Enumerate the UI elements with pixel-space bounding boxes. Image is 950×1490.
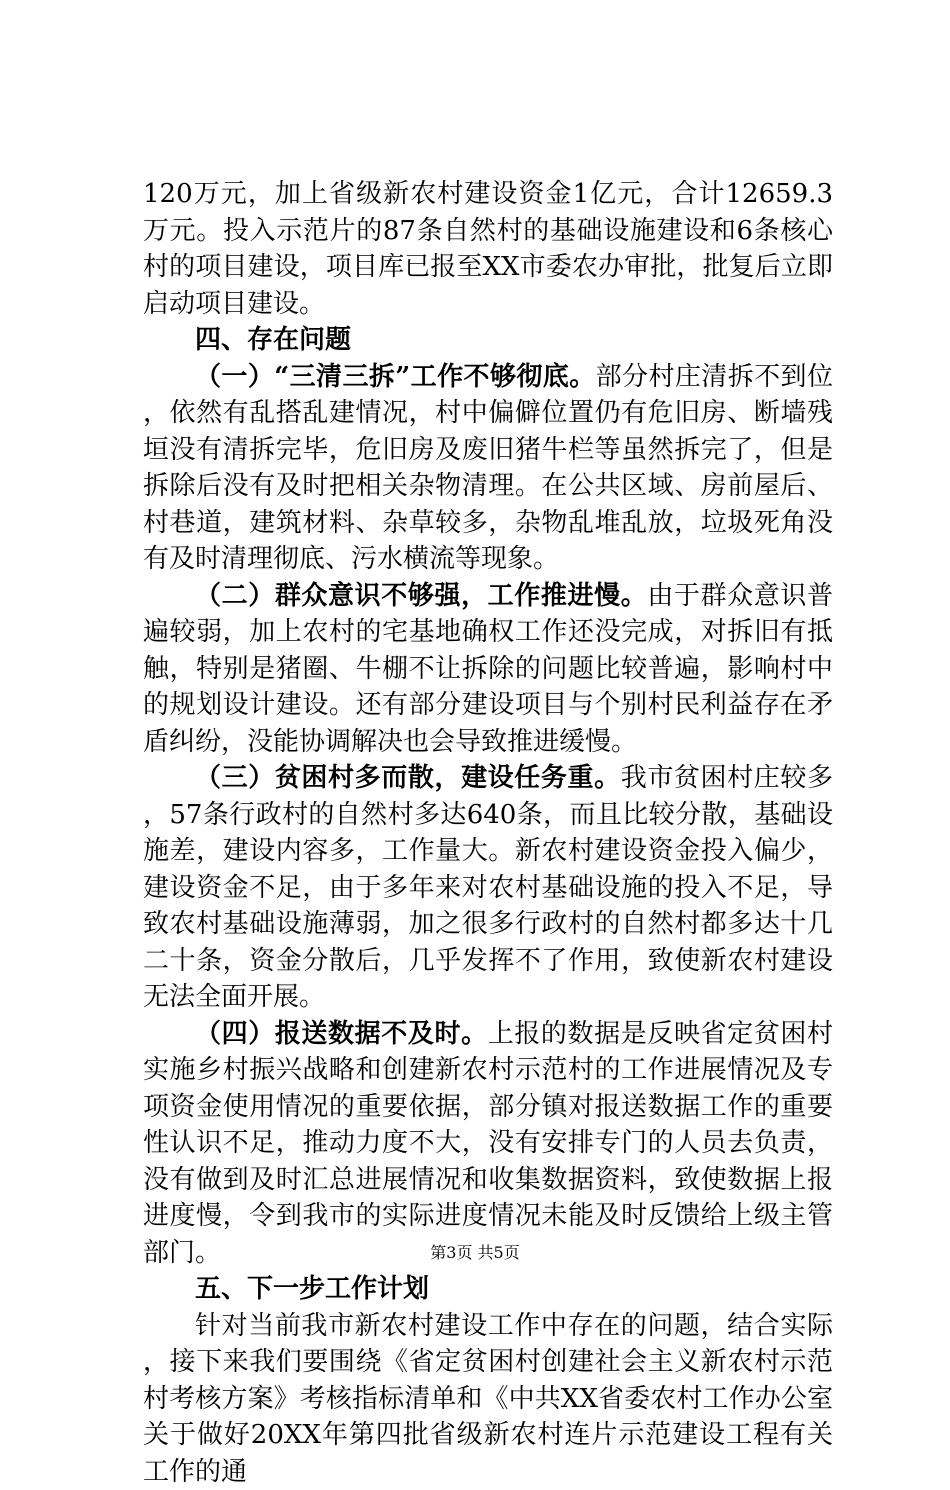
document-body [143, 176, 833, 1490]
section-heading-plan: 五、下一步工作计划 [143, 1271, 833, 1308]
problem-1-text: 部分村庄清拆不到位，依然有乱搭乱建情况，村中偏僻位置仍有危旧房、断墙残垣没有清拆完毕，危旧房及废旧猪牛栏等虽然拆完了，但是拆除后没有及时把相关杂物清理。在公共区域、房前屋后、村巷道，建筑材料、杂草较多，杂物乱堆乱放，垃圾死角没有及时清理彻底、污水横流等现象。 [143, 362, 833, 575]
problem-paragraph-4 [143, 1016, 833, 1272]
problem-2-text: 由于群众意识普遍较弱，加上农村的宅基地确权工作还没完成，对拆旧有抵触，特别是猪圈、牛棚不让拆除的问题比较普遍，影响村中的规划设计建设。还有部分建设项目与个别村民利益存在矛盾纠纷，没能协调解决也会导致推进缓慢。 [143, 581, 833, 757]
section-heading-problems: 四、存在问题 [143, 322, 833, 359]
problem-3-lead: （三）贫困村多而散，建设任务重。 [195, 763, 621, 793]
problem-2-lead: （二）群众意识不够强，工作推进慢。 [195, 581, 647, 611]
problem-paragraph-3 [143, 760, 833, 1016]
funding-paragraph-text: 120万元，加上省级新农村建设资金1亿元，合计12659.3万元。投入示范片的87条自然村的基础设施建设和6条核心村的项目建设，项目库已报至XX市委农办审批，批复后立即启动项目建设。 [143, 179, 833, 319]
plan-paragraph-text: 针对当前我市新农村建设工作中存在的问题，结合实际，接下来我们要围绕《省定贫困村创建社会主义新农村示范村考核方案》考核指标清单和《中共XX省委农村工作办公室关于做好20XX年第四批省级新农村连片示范建设工程有关工作的通 [143, 1311, 833, 1487]
page-number-label: 第3页 共5页 [430, 1243, 519, 1262]
problem-paragraph-1 [143, 359, 833, 578]
problem-3-text: 我市贫困村庄较多，57条行政村的自然村多达640条，而且比较分散，基础设施差，建设内容多，工作量大。新农村建设资金投入偏少，建设资金不足，由于多年来对农村基础设施的投入不足，导致农村基础设施薄弱，加之很多行政村的自然村都多达十几二十条，资金分散后，几乎发挥不了作用，致使新农村建设无法全面开展。 [143, 763, 833, 1012]
problem-4-text: 上报的数据是反映省定贫困村实施乡村振兴战略和创建新农村示范村的工作进展情况及专项资金使用情况的重要依据，部分镇对报送数据工作的重要性认识不足，推动力度不大，没有安排专门的人员去负责，没有做到及时汇总进展情况和收集数据资料，致使数据上报进度慢，令到我市的实际进度情况未能及时反馈给上级主管部门。 [143, 1019, 833, 1268]
page-footer [0, 1243, 950, 1263]
problem-1-lead: （一）“三清三拆”工作不够彻底。 [195, 362, 596, 392]
problem-4-lead: （四）报送数据不及时。 [195, 1019, 488, 1049]
funding-paragraph [143, 176, 833, 322]
problem-paragraph-2 [143, 578, 833, 761]
plan-paragraph [143, 1308, 833, 1490]
